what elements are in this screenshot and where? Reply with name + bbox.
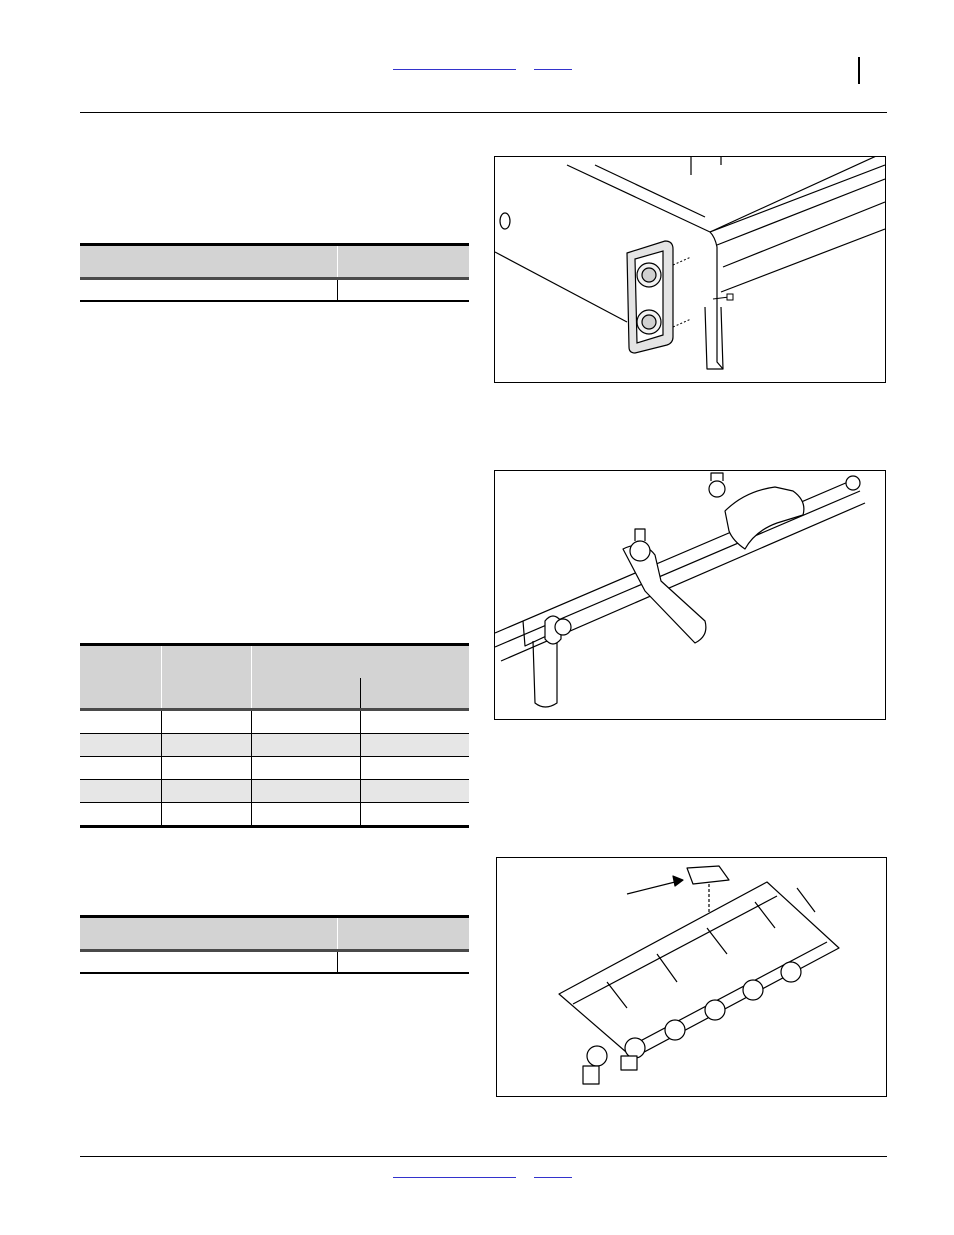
table-cell <box>80 803 161 827</box>
table-cell <box>360 710 469 734</box>
table-cell <box>80 734 161 757</box>
page-number-bar <box>858 57 860 84</box>
table-middle-subheader-1 <box>251 678 360 710</box>
table-middle-subheader-2 <box>360 678 469 710</box>
table-top-cell <box>80 279 337 302</box>
table-cell <box>360 757 469 780</box>
table-cell <box>161 803 251 827</box>
table-middle-header-group <box>251 645 469 679</box>
table-cell <box>251 757 360 780</box>
table-top-header-1 <box>80 245 337 279</box>
table-cell <box>161 780 251 803</box>
table-row <box>80 710 469 734</box>
data-table-middle <box>80 643 469 828</box>
table-bottom-cell <box>80 951 337 974</box>
table-cell <box>161 734 251 757</box>
table-cell <box>161 757 251 780</box>
bracket-mount-illustration <box>495 157 885 382</box>
footer-rule <box>80 1156 887 1157</box>
table-row <box>80 780 469 803</box>
table-cell <box>360 803 469 827</box>
table-top-header-2 <box>337 245 469 279</box>
table-row <box>80 734 469 757</box>
table-cell <box>80 757 161 780</box>
table-cell <box>251 734 360 757</box>
header-link-secondary[interactable] <box>534 55 572 70</box>
table-cell <box>360 780 469 803</box>
table-row <box>80 803 469 827</box>
spec-table-top <box>80 243 469 302</box>
table-top-cell <box>337 279 469 302</box>
hose-bracket-shape <box>627 241 673 353</box>
table-row <box>80 757 469 780</box>
figure-bracket-mount <box>494 156 886 383</box>
footer-link-secondary[interactable] <box>534 1163 572 1178</box>
table-cell <box>251 780 360 803</box>
table-bottom-header-1 <box>80 917 337 951</box>
table-cell <box>360 734 469 757</box>
footer-link-primary[interactable] <box>393 1163 516 1178</box>
shaft-clamps-illustration <box>495 471 885 719</box>
table-cell <box>251 710 360 734</box>
table-middle-header-1 <box>80 645 161 710</box>
table-bottom-header-2 <box>337 917 469 951</box>
table-cell <box>161 710 251 734</box>
seed-box-illustration <box>497 858 886 1096</box>
header-link-primary[interactable] <box>393 55 516 70</box>
figure-shaft-clamps <box>494 470 886 720</box>
header-rule <box>80 112 887 113</box>
table-bottom-cell <box>337 951 469 974</box>
table-cell <box>80 780 161 803</box>
figure-seed-box <box>496 857 887 1097</box>
table-cell <box>251 803 360 827</box>
table-middle-header-2 <box>161 645 251 710</box>
spec-table-bottom <box>80 915 469 974</box>
table-cell <box>80 710 161 734</box>
